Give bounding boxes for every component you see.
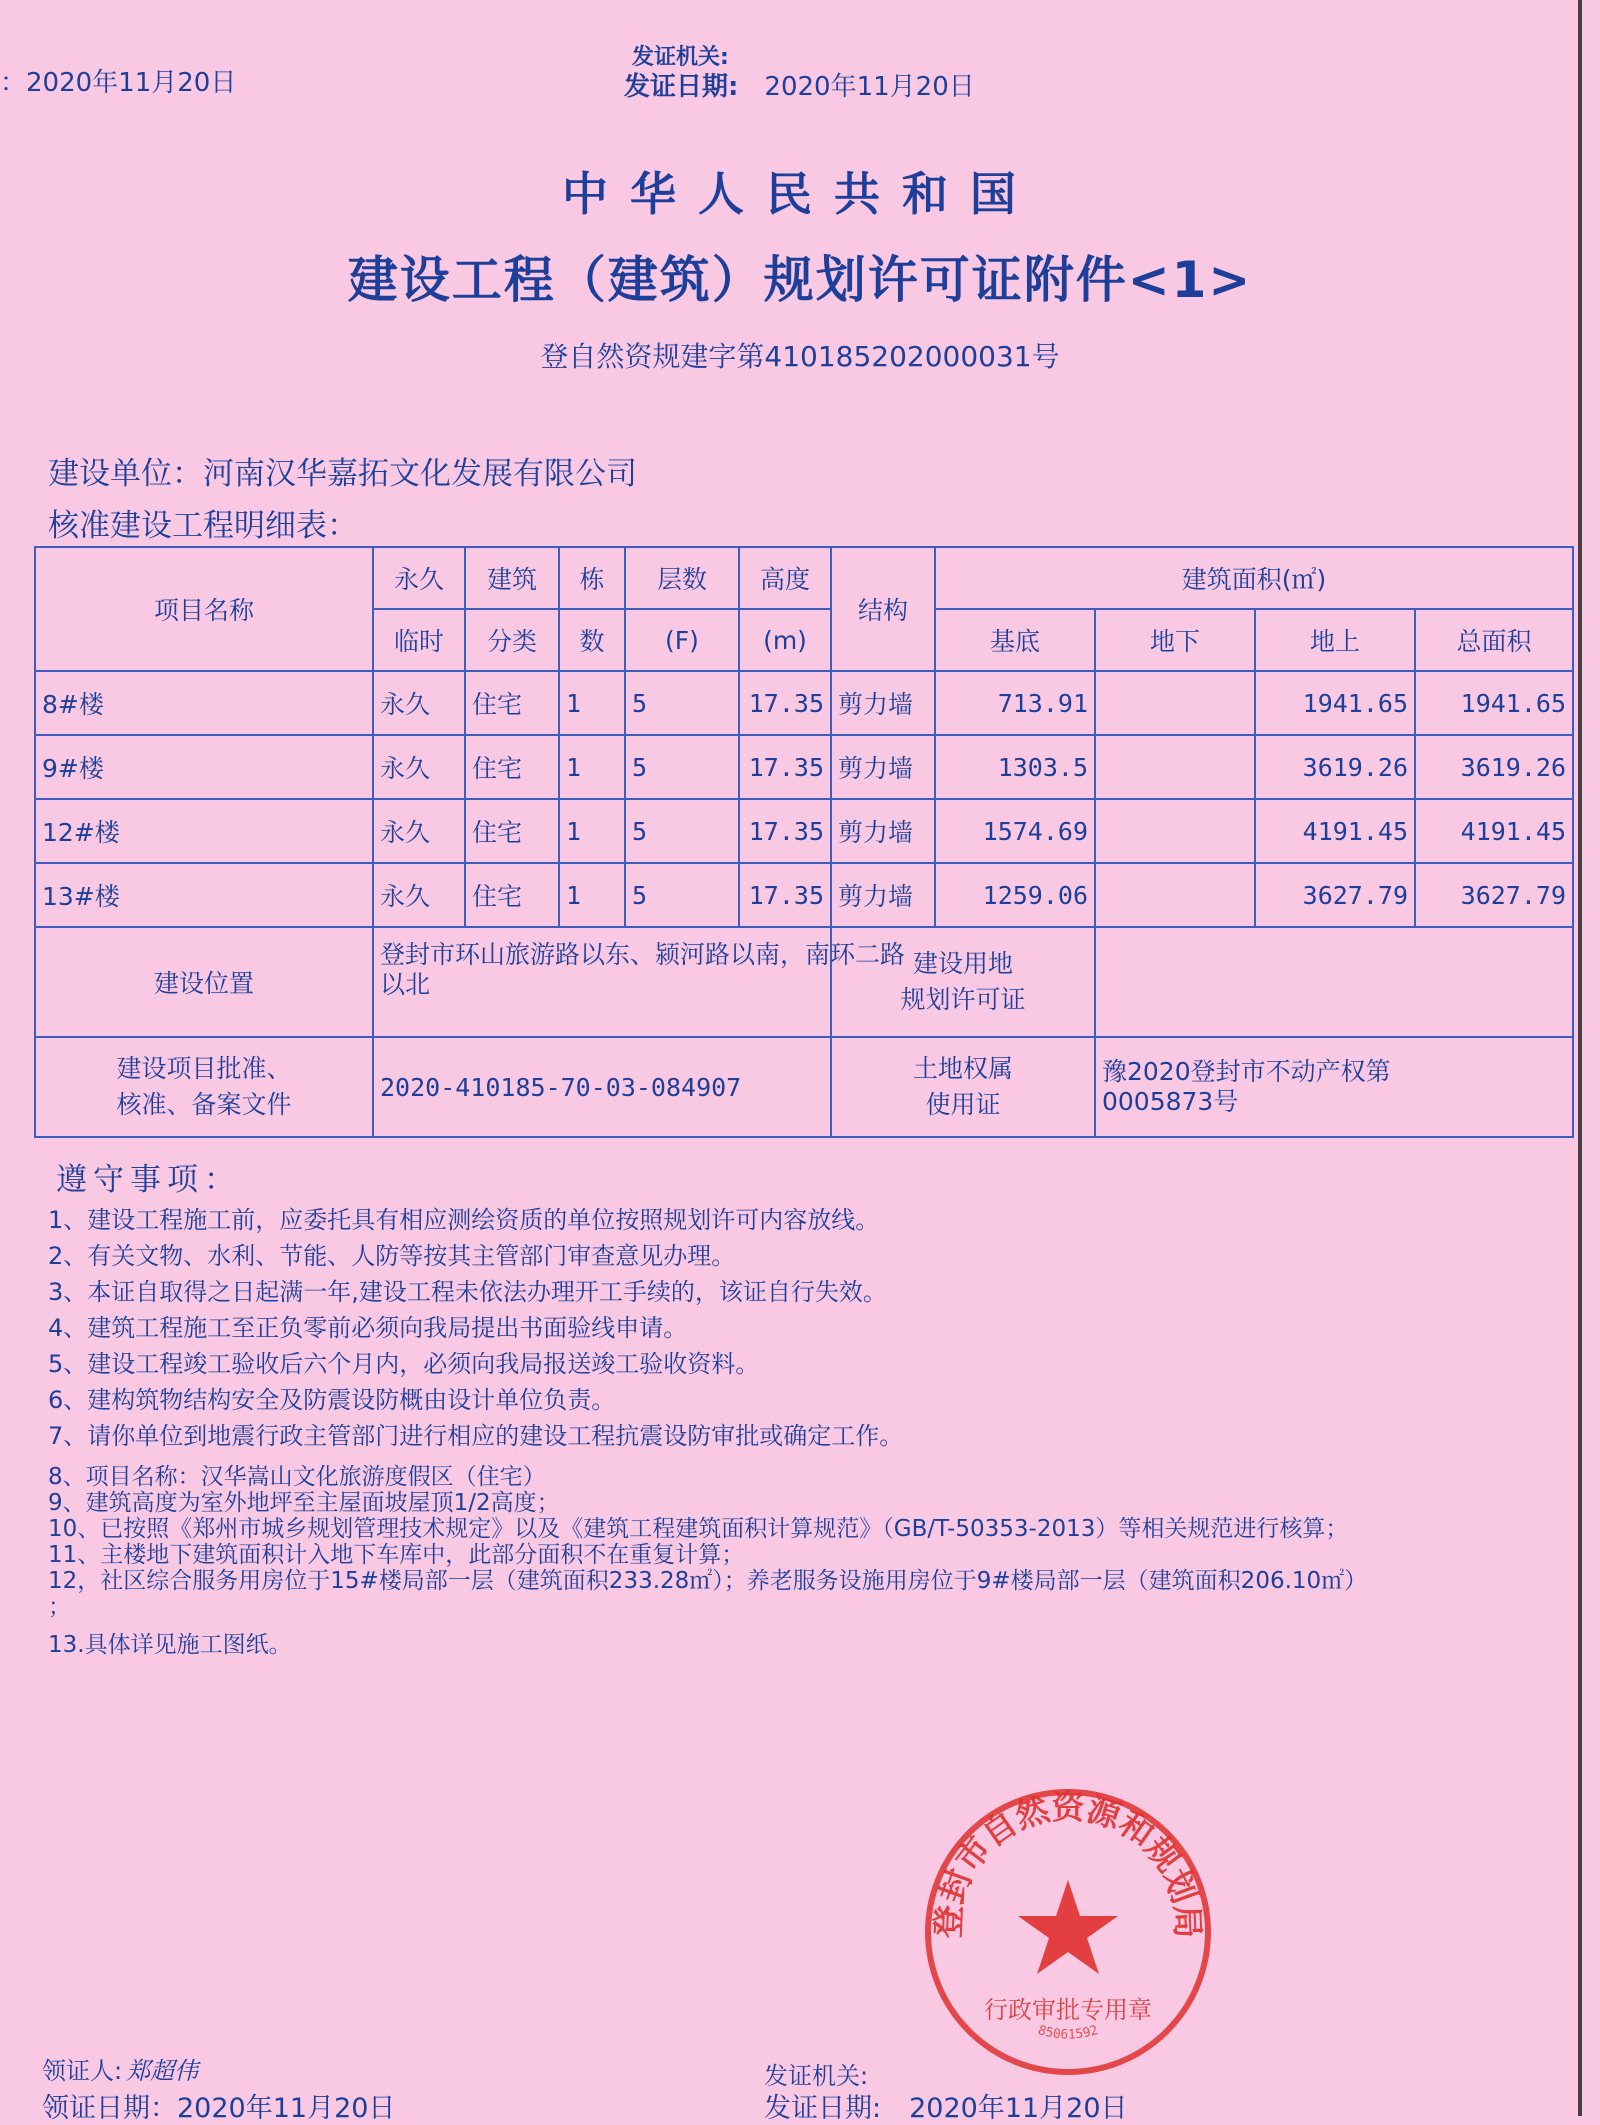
cell-underground	[1095, 863, 1255, 927]
approval-label-line-1: 建设项目批准、	[116, 1054, 292, 1083]
location-label: 建设位置	[35, 927, 373, 1037]
cell-aboveground: 1941.65	[1255, 671, 1415, 735]
land-permit-label-line-1: 建设用地	[912, 949, 1013, 978]
cell-underground	[1095, 799, 1255, 863]
cell-structure: 剪力墙	[831, 799, 935, 863]
approval-label	[35, 1037, 373, 1137]
notice-item: 3、本证自取得之日起满一年,建设工程未依法办理开工手续的，该证自行失效。	[48, 1278, 887, 1306]
seal-serial: 85061592	[1036, 2023, 1100, 2043]
document-title: 建设工程（建筑）规划许可证附件<1>	[347, 251, 1253, 309]
cell-aboveground: 3619.26	[1255, 735, 1415, 799]
cell-category: 住宅	[465, 671, 559, 735]
table-header-row-1	[35, 547, 1573, 609]
header-perm-1: 永久	[373, 547, 465, 609]
cell-base: 713.91	[935, 671, 1095, 735]
cell-base: 1574.69	[935, 799, 1095, 863]
receiver	[42, 2051, 198, 2086]
receive-date: 领证日期：2020年11月20日	[42, 2093, 396, 2124]
cell-category: 住宅	[465, 799, 559, 863]
cell-category: 住宅	[465, 735, 559, 799]
cell-floors: 5	[625, 735, 739, 799]
cell-structure: 剪力墙	[831, 671, 935, 735]
cell-perm: 永久	[373, 863, 465, 927]
land-permit-label-line-2: 规划许可证	[900, 985, 1026, 1014]
notice-extra-item: 9、建筑高度为室外地坪至主屋面坡屋顶1/2高度；	[48, 1490, 560, 1516]
cell-height: 17.35	[739, 863, 831, 927]
official-seal-icon	[918, 1782, 1218, 2082]
top-issue-date	[624, 66, 975, 103]
cell-perm: 永久	[373, 799, 465, 863]
cell-total: 3619.26	[1415, 735, 1573, 799]
cell-height: 17.35	[739, 735, 831, 799]
scan-edge-line	[1578, 0, 1582, 2116]
cell-floors: 5	[625, 671, 739, 735]
header-count-2: 数	[559, 609, 625, 671]
header-floors-2: (F)	[625, 609, 739, 671]
cell-aboveground: 4191.45	[1255, 799, 1415, 863]
construction-unit: 建设单位：河南汉华嘉拓文化发展有限公司	[48, 456, 637, 492]
cell-perm: 永久	[373, 735, 465, 799]
issue-date	[764, 2086, 1128, 2125]
notice-item: 1、建设工程施工前，应委托具有相应测绘资质的单位按照规划许可内容放线。	[48, 1206, 880, 1234]
header-aboveground: 地上	[1255, 609, 1415, 671]
notices-title: 遵守事项：	[56, 1162, 241, 1198]
land-right-label-line-2: 使用证	[925, 1090, 1001, 1119]
header-height-1: 高度	[739, 547, 831, 609]
notice-item: 5、建设工程竣工验收后六个月内，必须向我局报送竣工验收资料。	[48, 1350, 760, 1378]
header-cat-1: 建筑	[465, 547, 559, 609]
cell-count: 1	[559, 735, 625, 799]
header-height-2: (m)	[739, 609, 831, 671]
cell-base: 1303.5	[935, 735, 1095, 799]
location-value-line-2: 以北	[380, 970, 431, 999]
cell-total: 4191.45	[1415, 799, 1573, 863]
notices-list	[48, 1202, 903, 1454]
notice-item: 4、建筑工程施工至正负零前必须向我局提出书面验线申请。	[48, 1314, 688, 1342]
top-issue-date-value: 2020年11月20日	[764, 72, 975, 102]
land-right-value-line-1: 豫2020登封市不动产权第	[1102, 1057, 1391, 1086]
approval-value: 2020-410185-70-03-084907	[373, 1037, 831, 1137]
receiver-signature: 郑超伟	[126, 2057, 199, 2085]
header-total: 总面积	[1415, 609, 1573, 671]
cell-height: 17.35	[739, 799, 831, 863]
cell-count: 1	[559, 863, 625, 927]
cell-total: 1941.65	[1415, 671, 1573, 735]
top-issue-date-label: 发证日期:	[624, 72, 739, 102]
cell-category: 住宅	[465, 863, 559, 927]
table-row	[35, 799, 1573, 863]
notice-extra-item: 12，社区综合服务用房位于15#楼局部一层（建筑面积233.28㎡）；养老服务设施用房位于9#楼局部一层（建筑面积206.10㎡）	[48, 1568, 1368, 1594]
notice-item: 2、有关文物、水利、节能、人防等按其主管部门审查意见办理。	[48, 1242, 736, 1270]
header-cat-2: 分类	[465, 609, 559, 671]
table-row	[35, 863, 1573, 927]
header-count-1: 栋	[559, 547, 625, 609]
land-permit-value	[1095, 927, 1573, 1037]
issue-date-value: 2020年11月20日	[909, 2093, 1128, 2124]
notice-extra-item: 13.具体详见施工图纸。	[48, 1632, 292, 1658]
seal-subtext: 行政审批专用章	[984, 1996, 1152, 2024]
header-floors-1: 层数	[625, 547, 739, 609]
cell-perm: 永久	[373, 671, 465, 735]
location-row	[35, 927, 1573, 1037]
notice-extra-item: 8、项目名称：汉华嵩山文化旅游度假区（住宅）	[48, 1464, 546, 1490]
cell-aboveground: 3627.79	[1255, 863, 1415, 927]
issuing-org-label: 发证机关:	[764, 2062, 869, 2090]
cell-count: 1	[559, 799, 625, 863]
notice-item: 7、请你单位到地震行政主管部门进行相应的建设工程抗震设防审批或确定工作。	[48, 1422, 904, 1450]
approval-label-line-2: 核准、备案文件	[116, 1090, 292, 1119]
land-right-label-line-1: 土地权属	[912, 1054, 1013, 1083]
header-project-name: 项目名称	[35, 547, 373, 671]
cell-total: 3627.79	[1415, 863, 1573, 927]
header-perm-2: 临时	[373, 609, 465, 671]
notice-extra-item: 11、主楼地下建筑面积计入地下车库中，此部分面积不在重复计算；	[48, 1542, 745, 1568]
cell-count: 1	[559, 671, 625, 735]
cell-base: 1259.06	[935, 863, 1095, 927]
header-structure: 结构	[831, 547, 935, 671]
notice-extra-item: 10、已按照《郑州市城乡规划管理技术规定》以及《建筑工程建筑面积计算规范》（GB/T-50353-2013）等相关规范进行核算；	[48, 1516, 1349, 1542]
header-underground: 地下	[1095, 609, 1255, 671]
cell-name: 12#楼	[35, 799, 373, 863]
cell-structure: 剪力墙	[831, 863, 935, 927]
svg-text:85061592	[1036, 2023, 1100, 2043]
land-right-value	[1095, 1037, 1573, 1137]
cell-structure: 剪力墙	[831, 735, 935, 799]
top-issuing-org-label: 发证机关:	[632, 45, 729, 70]
cell-name: 13#楼	[35, 863, 373, 927]
detail-table-title: 核准建设工程明细表：	[48, 508, 358, 544]
top-left-date: ：2020年11月20日	[0, 68, 237, 98]
seal-text: 登封市自然资源和规划局	[928, 1787, 1208, 1939]
header-base: 基底	[935, 609, 1095, 671]
location-value-line-1: 登封市环山旅游路以东、颍河路以南，南环二路	[380, 940, 906, 969]
cell-underground	[1095, 671, 1255, 735]
permit-number: 登自然资规建字第410185202000031号	[540, 340, 1060, 373]
title-country: 中华人民共和国	[562, 167, 1038, 221]
cell-floors: 5	[625, 863, 739, 927]
cell-underground	[1095, 735, 1255, 799]
issue-date-label: 发证日期:	[764, 2093, 882, 2124]
land-right-value-line-2: 0005873号	[1102, 1087, 1239, 1116]
header-area-group: 建筑面积(㎡)	[935, 547, 1573, 609]
cell-name: 8#楼	[35, 671, 373, 735]
land-right-label	[831, 1037, 1095, 1137]
cell-floors: 5	[625, 799, 739, 863]
location-value	[373, 927, 906, 1037]
cell-name: 9#楼	[35, 735, 373, 799]
receiver-label: 领证人:	[42, 2057, 123, 2085]
notice-extra-item: ；	[48, 1594, 71, 1620]
notice-item: 6、建构筑物结构安全及防震设防概由设计单位负责。	[48, 1386, 616, 1414]
table-row	[35, 735, 1573, 799]
project-detail-table	[34, 546, 1574, 1138]
cell-height: 17.35	[739, 671, 831, 735]
notices-extra-list	[48, 1464, 1367, 1658]
table-row	[35, 671, 1573, 735]
approval-row	[35, 1037, 1573, 1137]
